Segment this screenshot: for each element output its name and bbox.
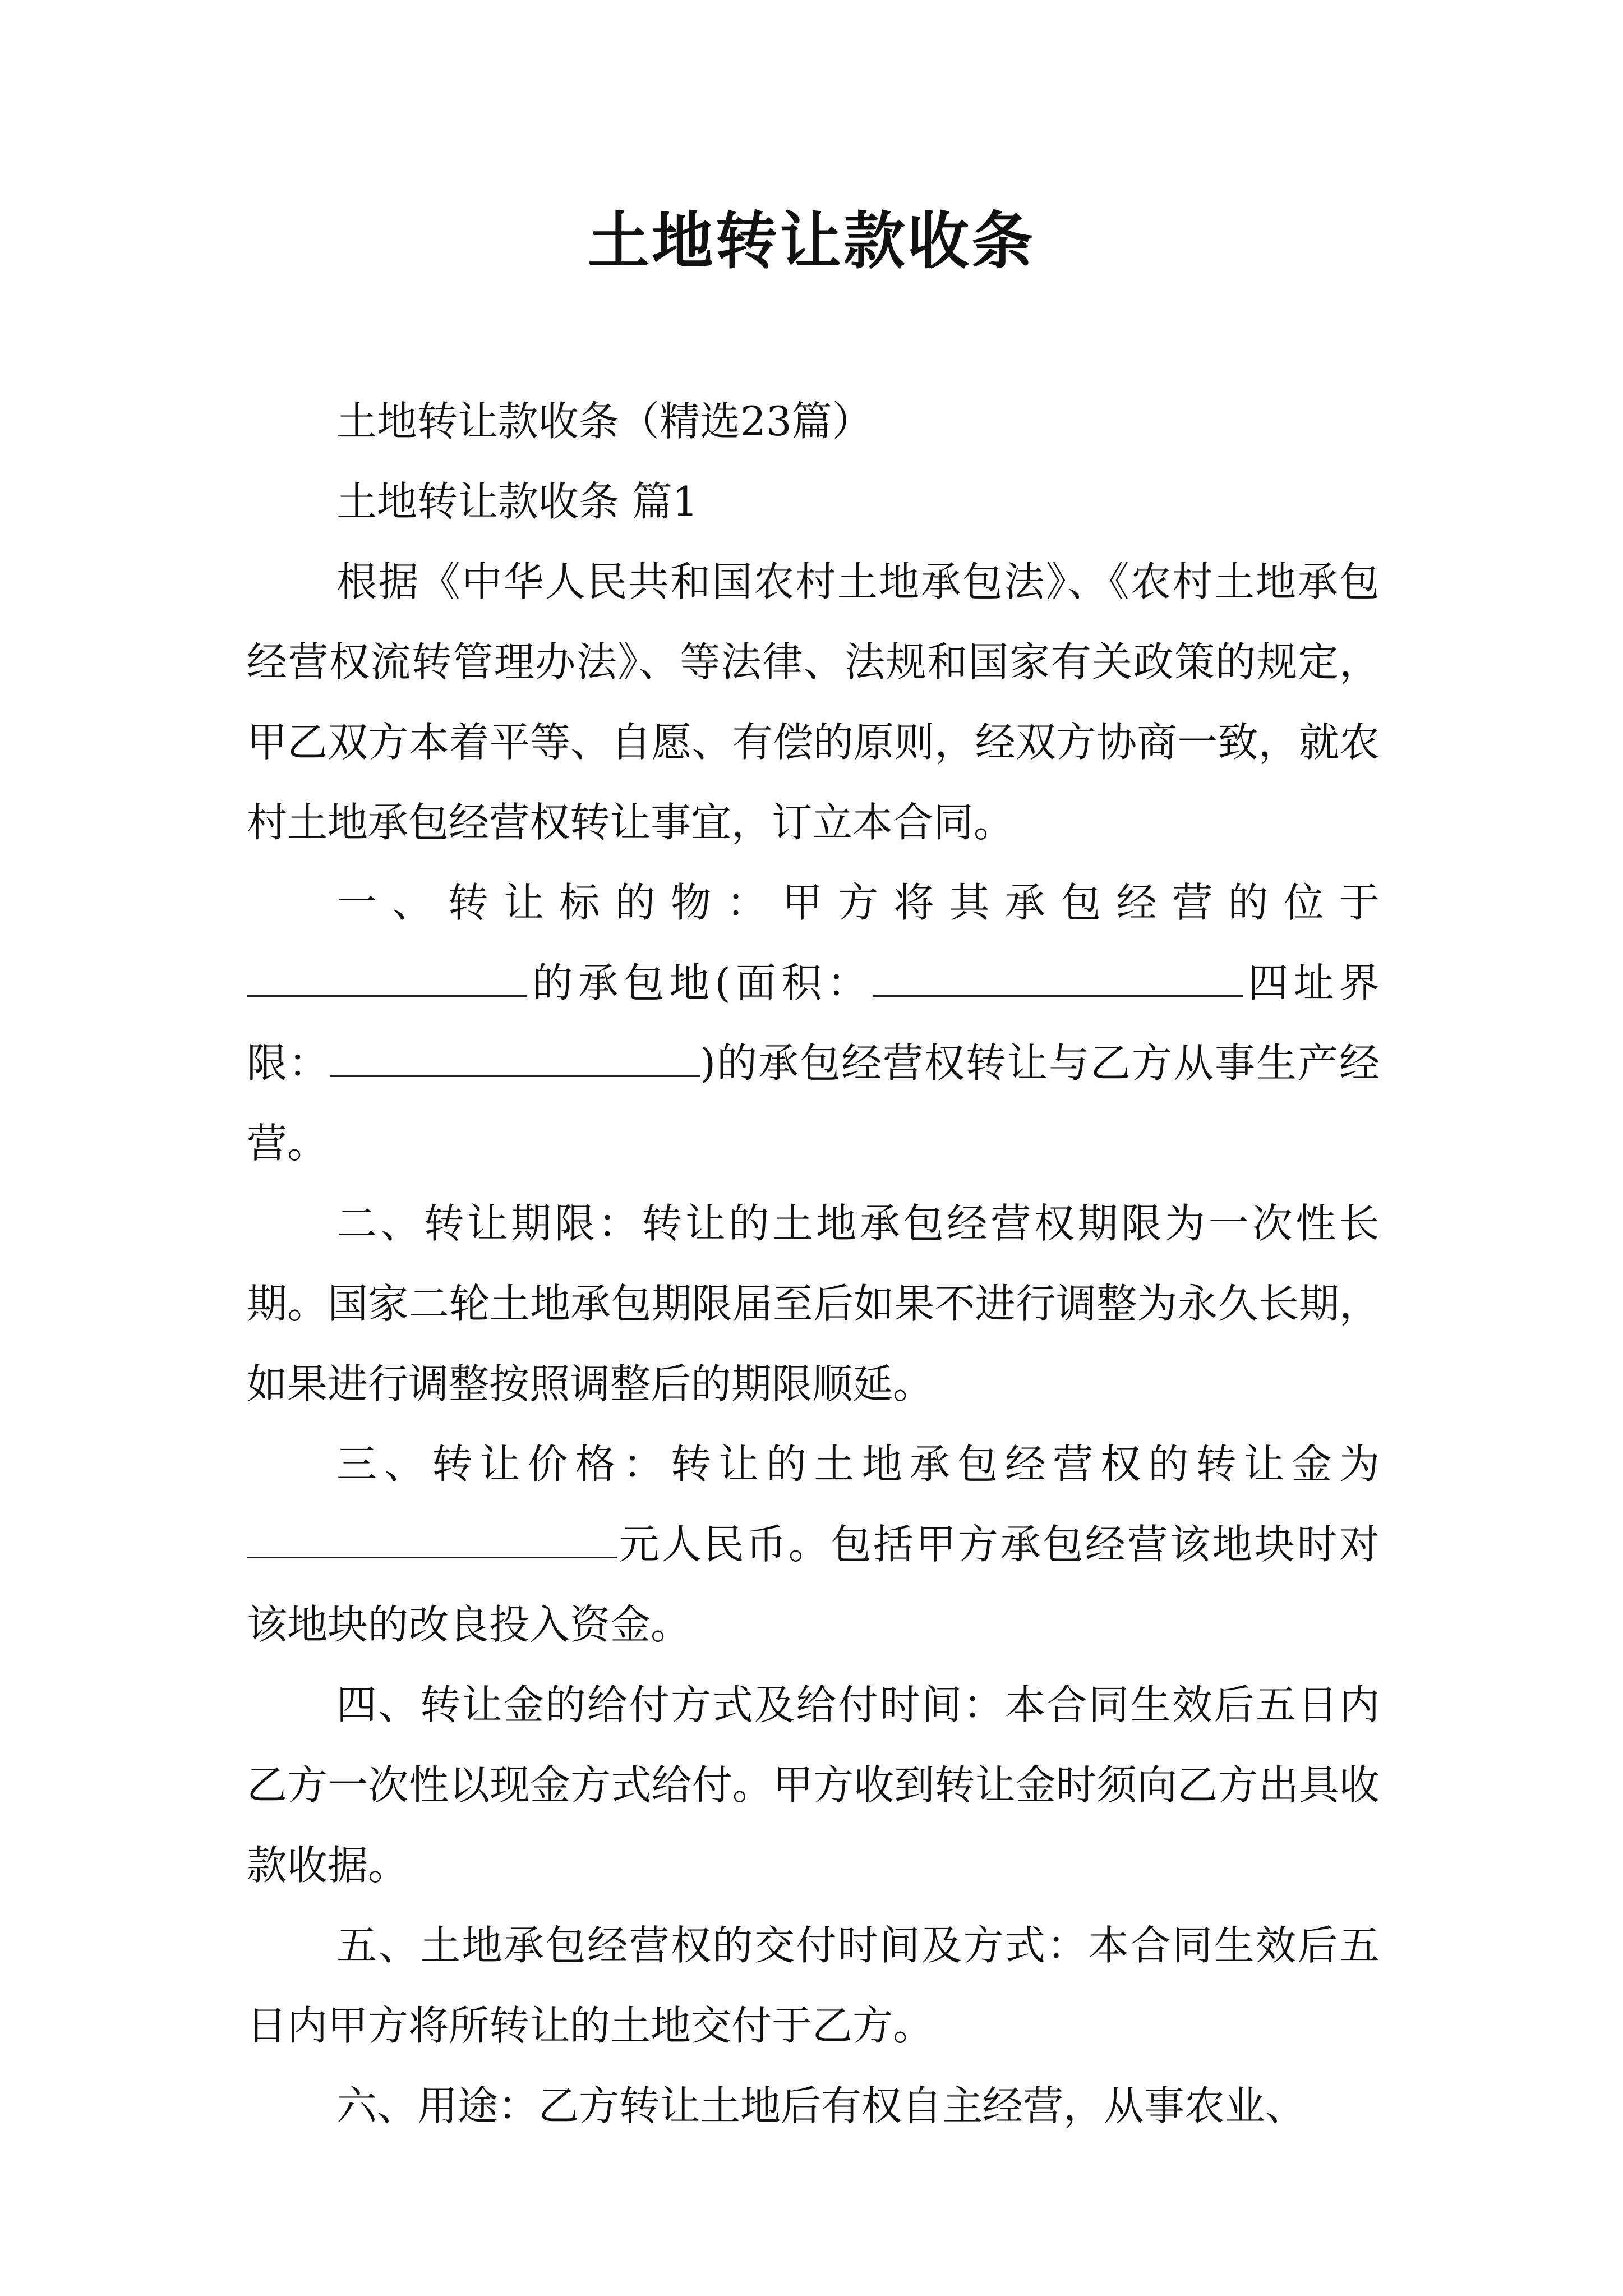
document-body	[247, 381, 1380, 2146]
paragraph-intro: 根据《中华人民共和国农村土地承包法》、《农村土地承包经营权流转管理办法》、等法律、法规和国家有关政策的规定，甲乙双方本着平等、自愿、有偿的原则，经双方协商一致，就农村土地承包经营权转让事宜，订立本合同。	[247, 558, 1380, 846]
paragraph-clause-3	[247, 1424, 1380, 1665]
paragraph-clause-2: 二、转让期限：转让的土地承包经营权期限为一次性长期。国家二轮土地承包期限届至后如果不进行调整为永久长期，如果进行调整按照调整后的期限顺延。	[247, 1200, 1380, 1407]
location-blank[interactable]	[247, 953, 527, 997]
clause-3-text-a: 三、转让价格：转让的土地承包经营权的转让金为	[336, 1441, 1380, 1488]
area-blank[interactable]	[873, 953, 1243, 997]
clause-1-text-a: 一、转让标的物：甲方将其承包经营的位于	[336, 879, 1380, 926]
clause-1-text-b: 的承包地(面积：	[527, 959, 873, 1006]
clause-1-text-d: )的承包经营权转让与乙方从事生产经营。	[247, 1039, 1380, 1167]
clause-1-text-c: 四址界限：	[247, 959, 1380, 1087]
clause-3-text-b: 元人民币。包括甲方承包经营该地块时对该地块的改良投入资金。	[247, 1521, 1380, 1648]
section-heading: 土地转让款收条 篇1	[336, 478, 698, 525]
subtitle: 土地转让款收条（精选23篇）	[336, 398, 873, 445]
paragraph-clause-6: 六、用途：乙方转让土地后有权自主经营，从事农业、	[336, 2082, 1306, 2129]
paragraph-clause-5: 五、土地承包经营权的交付时间及方式：本合同生效后五日内甲方将所转让的土地交付于乙方。	[247, 1922, 1380, 2049]
boundary-blank[interactable]	[330, 1033, 700, 1077]
paragraph-clause-1	[247, 863, 1380, 1184]
price-blank[interactable]	[247, 1514, 617, 1558]
paragraph-clause-4: 四、转让金的给付方式及给付时间：本合同生效后五日内乙方一次性以现金方式给付。甲方收到转让金时须向乙方出具收款收据。	[247, 1681, 1380, 1889]
document-title: 土地转让款收条	[588, 205, 1035, 277]
